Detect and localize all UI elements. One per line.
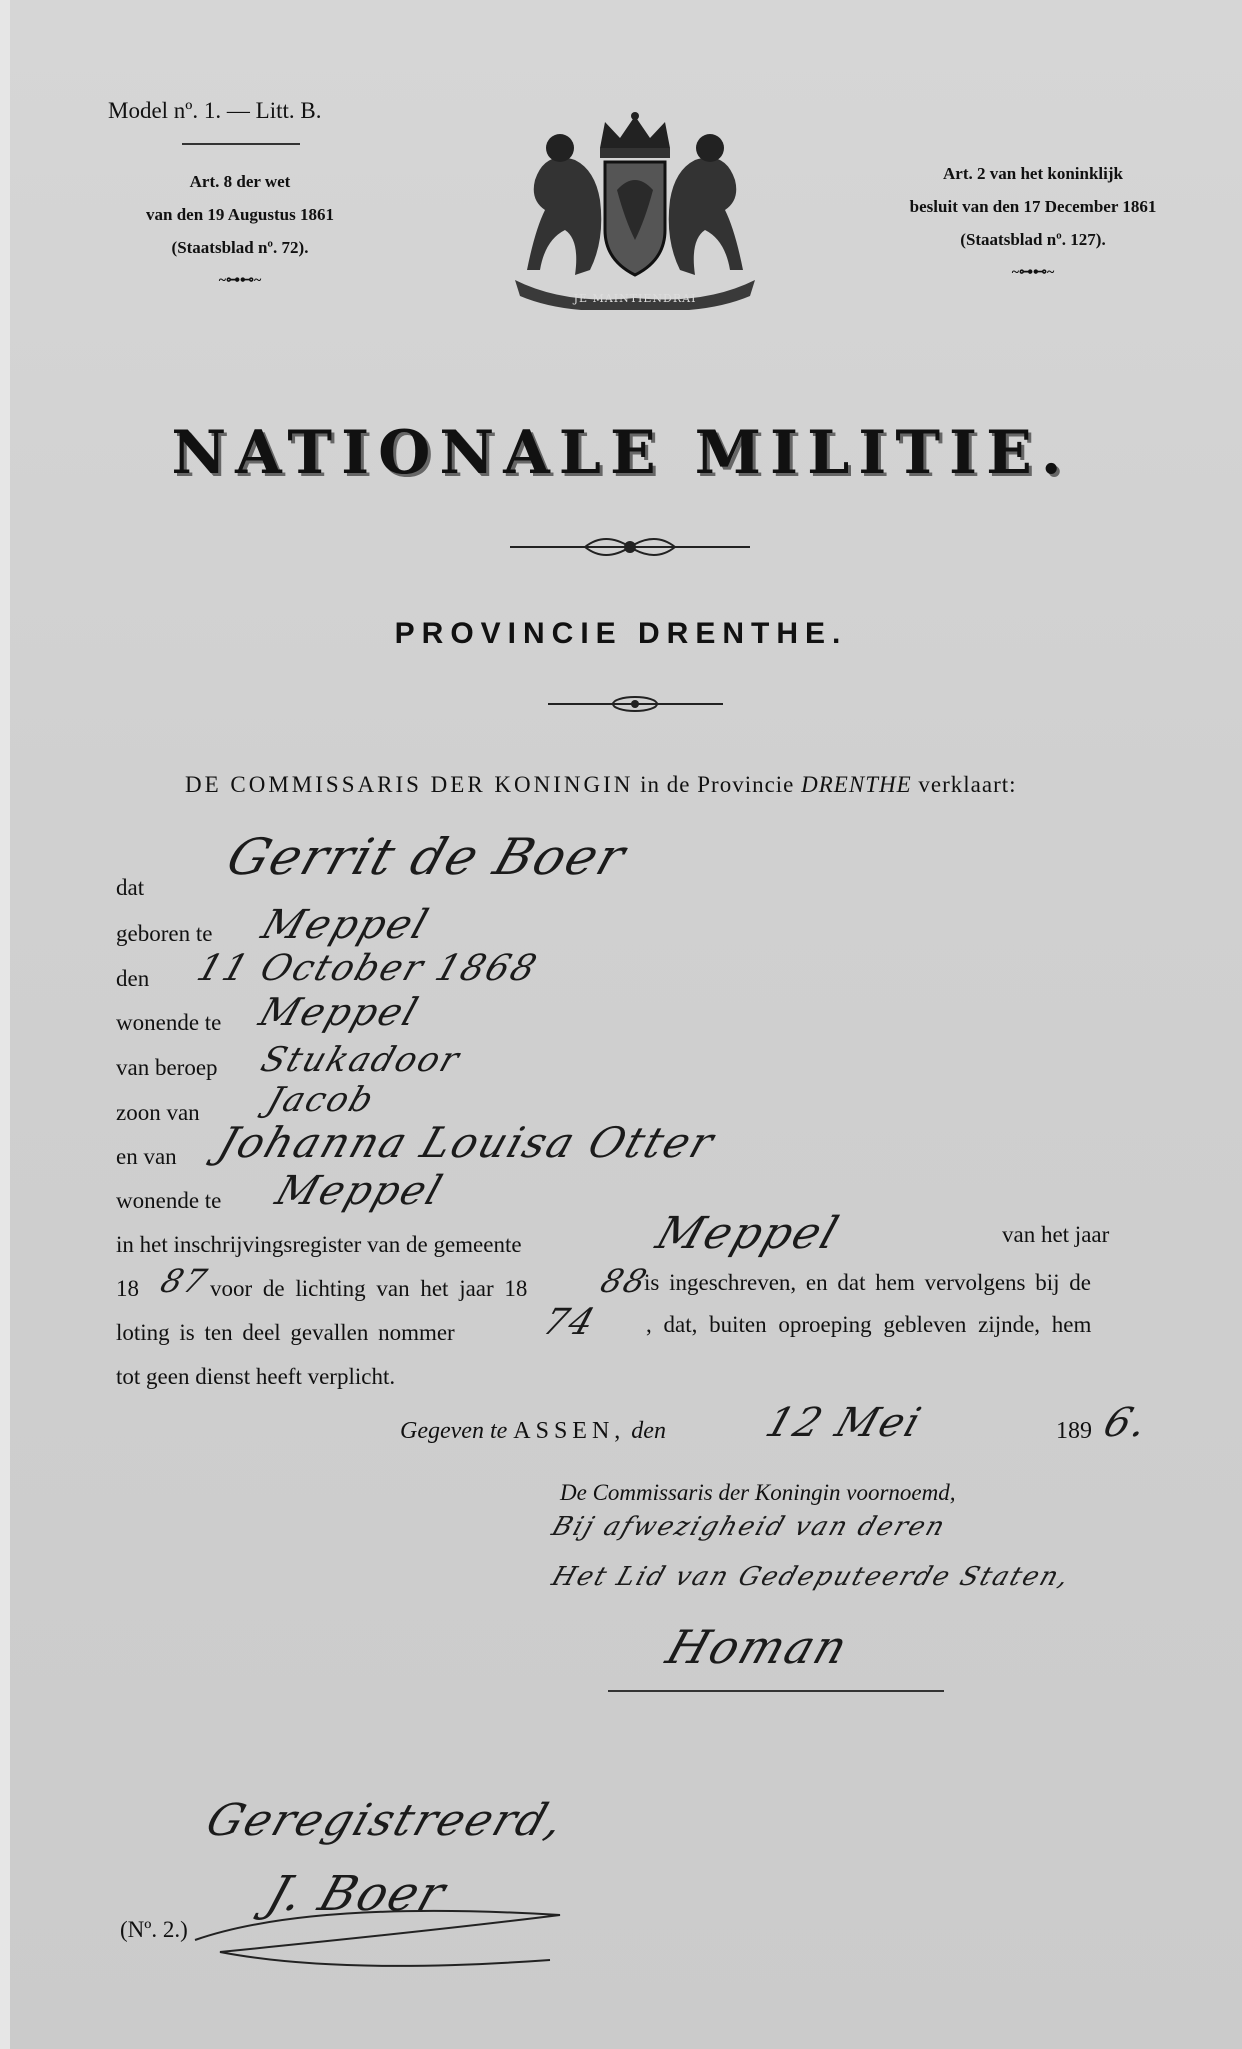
left-citation-line: (Staatsblad nº. 72). xyxy=(171,238,309,257)
right-citation-line: Art. 2 van het koninklijk xyxy=(943,164,1123,183)
paragraph-line-3: is ingeschreven, en dat hem vervolgens bij de xyxy=(644,1270,1091,1295)
field-value-birthdate: 11 October 1868 xyxy=(192,948,544,989)
issue-line xyxy=(400,1418,666,1445)
declaration-authority: DE COMMISSARIS DER KONINGIN xyxy=(185,772,634,797)
small-ornament-icon: ~⊶⊷~ xyxy=(218,273,262,288)
province-ornament-icon xyxy=(548,690,723,718)
registration-number: (Nº. 2.) xyxy=(120,1917,188,1942)
field-label-den: den xyxy=(116,966,150,991)
coat-of-arms-icon xyxy=(505,110,765,310)
right-citation-line: besluit van den 17 December 1861 xyxy=(909,197,1157,216)
field-label-zoon: zoon van xyxy=(116,1100,200,1125)
paragraph-van-het-jaar: van het jaar xyxy=(1002,1222,1110,1247)
paragraph-year-2: 88 xyxy=(596,1262,654,1300)
model-number: Model nº. 1. — Litt. B. xyxy=(108,98,322,123)
title-ornament-icon xyxy=(510,525,750,569)
province-heading: PROVINCIE DRENTHE. xyxy=(394,617,848,650)
left-citation-line: Art. 8 der wet xyxy=(189,172,291,191)
registration-flourish-icon xyxy=(190,1890,570,1970)
field-value-father: Jacob xyxy=(262,1080,381,1120)
field-label-beroep: van beroep xyxy=(116,1055,218,1080)
signature-name: Homan xyxy=(660,1620,857,1674)
registration-signer: J. Boer xyxy=(260,1866,454,1922)
right-citation xyxy=(868,157,1198,289)
small-ornament-icon: ~⊶⊷~ xyxy=(1011,265,1055,280)
field-label-wonende-parents: wonende te xyxy=(116,1188,222,1213)
header-rule xyxy=(182,143,300,145)
field-value-residence: Meppel xyxy=(254,990,425,1034)
signing-office: De Commissaris der Koningin voornoemd, xyxy=(560,1480,956,1505)
issue-year-digit: 6. xyxy=(1098,1400,1156,1446)
field-label-en: en van xyxy=(116,1144,177,1169)
paragraph-gemeente: Meppel xyxy=(650,1208,847,1259)
signature-rule xyxy=(608,1690,944,1692)
registration-note: Geregistreerd, xyxy=(200,1795,572,1846)
signature-line-1: Bij afwezigheid van deren xyxy=(548,1512,951,1542)
paragraph-line-5: , dat, buiten oproeping gebleven zijnde, hem xyxy=(646,1312,1092,1337)
page-title: NATIONALE MILITIE. xyxy=(171,418,1071,488)
paragraph-lot-number: 74 xyxy=(538,1302,602,1343)
declaration-line xyxy=(185,772,1017,798)
motto-text: JE MAINTIENDRAI xyxy=(573,292,697,305)
field-label-geboren: geboren te xyxy=(116,921,213,946)
right-citation-line: (Staatsblad nº. 127). xyxy=(960,230,1106,249)
field-value-profession: Stukadoor xyxy=(256,1040,466,1080)
field-value-name: Gerrit de Boer xyxy=(220,828,634,886)
field-label-wonende: wonende te xyxy=(116,1010,222,1035)
issue-place: ASSEN, xyxy=(513,1418,626,1444)
signature-line-2: Het Lid van Gedeputeerde Staten, xyxy=(548,1562,1075,1592)
field-value-mother: Johanna Louisa Otter xyxy=(212,1118,722,1167)
declaration-province: DRENTHE xyxy=(801,772,912,797)
paragraph-year-prefix: 18 xyxy=(116,1276,139,1301)
field-value-birthplace: Meppel xyxy=(256,902,436,948)
left-citation-line: van den 19 Augustus 1861 xyxy=(145,205,334,224)
field-value-parents-residence: Meppel xyxy=(270,1168,450,1214)
paragraph-line-4: loting is ten deel gevallen nommer xyxy=(116,1320,455,1345)
declaration-suffix: verklaart: xyxy=(918,772,1017,797)
issue-prefix: Gegeven te xyxy=(400,1418,508,1444)
paragraph-line-2: voor de lichting van het jaar 18 xyxy=(210,1276,528,1301)
issue-year-prefix: 189 xyxy=(1056,1418,1092,1444)
paragraph-line-1: in het inschrijvingsregister van de gemeente xyxy=(116,1232,522,1257)
paragraph-line-6: tot geen dienst heeft verplicht. xyxy=(116,1364,396,1389)
issue-date: 12 Mei xyxy=(760,1400,928,1446)
field-label-dat: dat xyxy=(116,875,145,900)
declaration-middle: in de Provincie xyxy=(640,772,795,797)
issue-den: den xyxy=(631,1418,666,1444)
left-citation xyxy=(110,165,370,297)
paragraph-year-1: 87 xyxy=(156,1262,214,1300)
page-edge xyxy=(0,0,10,2049)
